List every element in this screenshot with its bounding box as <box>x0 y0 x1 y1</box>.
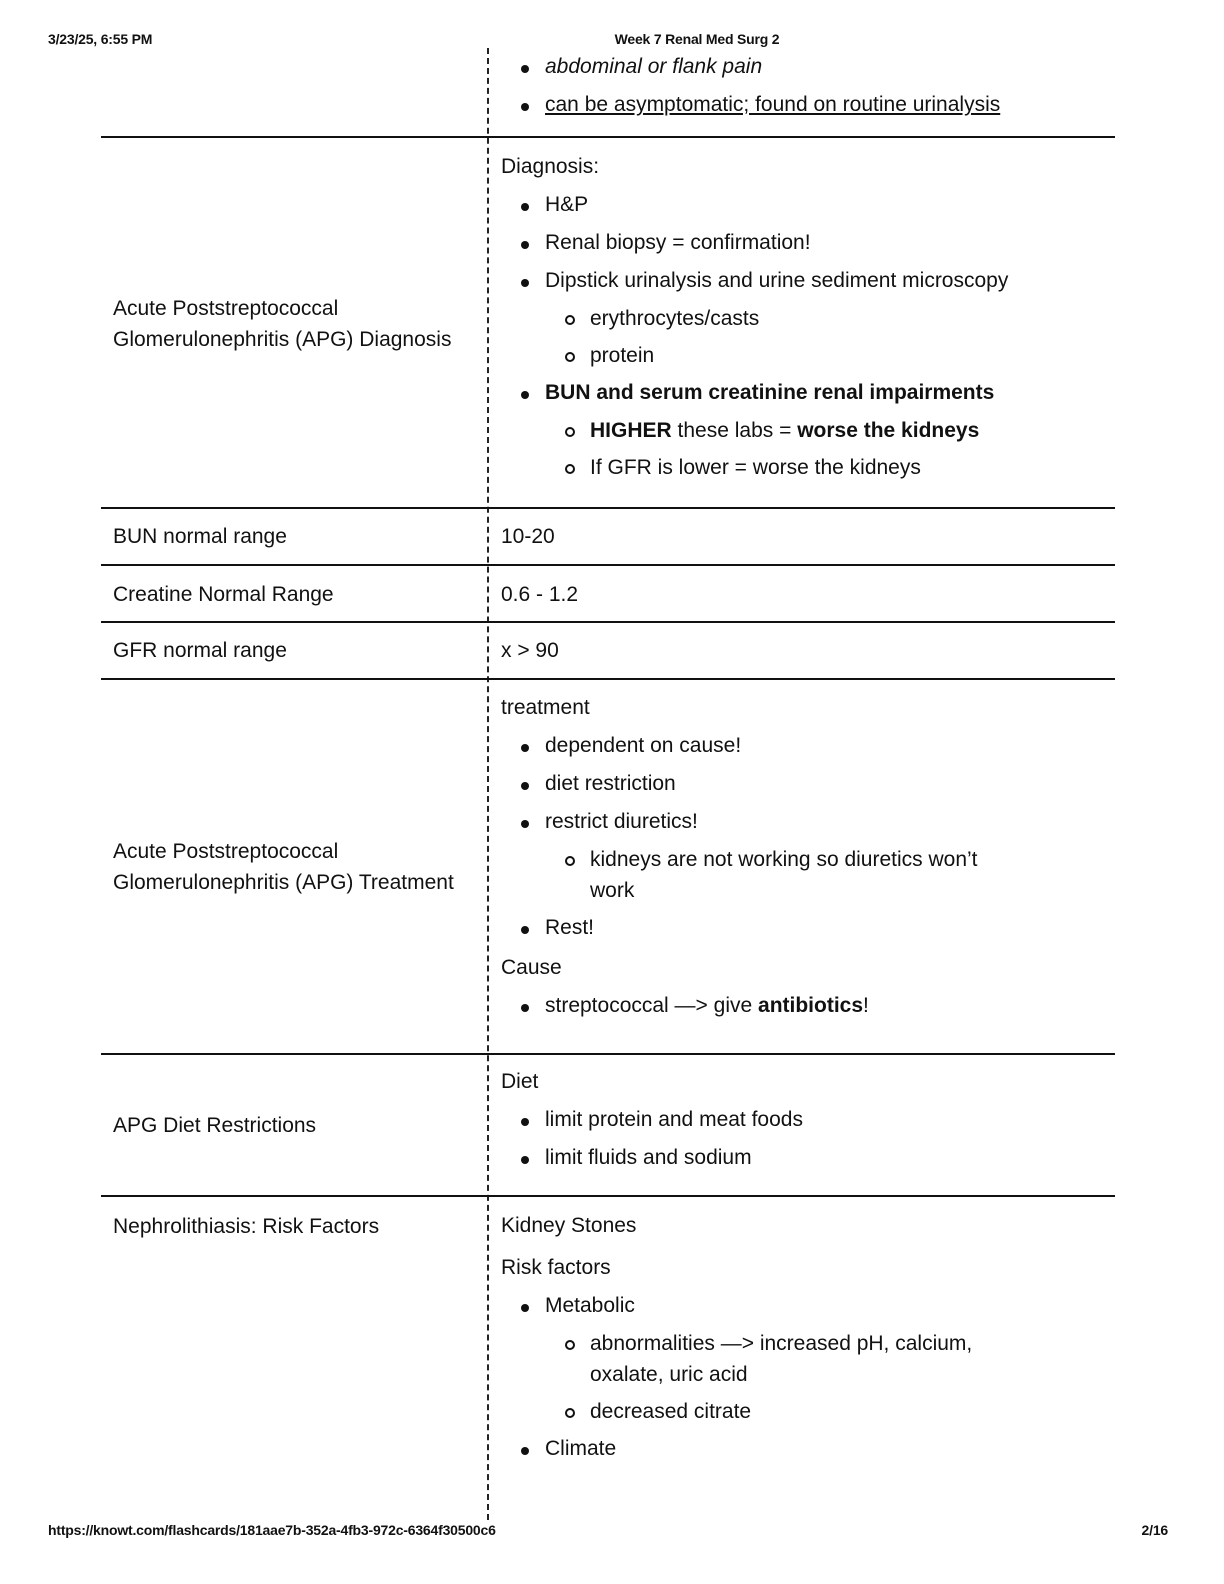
row-divider <box>101 678 1115 680</box>
row-divider <box>101 564 1115 566</box>
card-definition-apg-diagnosis <box>501 152 1101 486</box>
page-number: 2/16 <box>1141 1522 1168 1538</box>
sub-list-item: HIGHER these labs = worse the kidneys <box>545 412 1101 449</box>
card-definition-gfr: x > 90 <box>501 639 559 662</box>
card-term-gfr: GFR normal range <box>113 639 287 662</box>
list-item: can be asymptomatic; found on routine urinalysis <box>501 86 1101 124</box>
sub-list-item: If GFR is lower = worse the kidneys <box>545 449 1101 486</box>
card-definition-apg-treatment <box>501 693 1101 1025</box>
definition-heading: treatment <box>501 696 590 719</box>
card-term-apg-diet: APG Diet Restrictions <box>113 1114 317 1137</box>
definition-subheading: Cause <box>501 956 562 979</box>
row-divider <box>101 1053 1115 1055</box>
card-definition-bun: 10-20 <box>501 525 555 548</box>
card-definition-apg-diet <box>501 1067 1101 1177</box>
row-divider <box>101 507 1115 509</box>
row-divider <box>101 136 1115 138</box>
list-item: dependent on cause! <box>501 727 1101 765</box>
row-divider <box>101 1195 1115 1197</box>
list-item: Renal biopsy = confirmation! <box>501 224 1101 262</box>
list-item: H&P <box>501 186 1101 224</box>
list-item: Dipstick urinalysis and urine sediment microscopy erythrocytes/casts protein <box>501 262 1101 374</box>
definition-heading: Diet <box>501 1070 539 1093</box>
card-continued-definition <box>501 48 1101 124</box>
source-url[interactable]: https://knowt.com/flashcards/181aae7b-352a-4fb3-972c-6364f30500c6 <box>48 1522 496 1538</box>
row-divider <box>101 621 1115 623</box>
column-divider <box>487 48 489 1520</box>
list-item: Rest! <box>501 909 1101 947</box>
card-definition-creatine: 0.6 - 1.2 <box>501 583 579 606</box>
list-item: diet restriction <box>501 765 1101 803</box>
sub-list-item: kidneys are not working so diuretics won’t work <box>545 841 1101 909</box>
card-term-nephrolithiasis: Nephrolithiasis: Risk Factors <box>113 1215 380 1238</box>
list-item: restrict diuretics! kidneys are not working so diuretics won’t work <box>501 803 1101 909</box>
list-item: limit protein and meat foods <box>501 1101 1101 1139</box>
list-item: limit fluids and sodium <box>501 1139 1101 1177</box>
card-term-bun: BUN normal range <box>113 525 287 548</box>
sub-list-item: abnormalities —> increased pH, calcium, oxalate, uric acid <box>545 1325 1101 1393</box>
definition-heading: Kidney Stones <box>501 1214 637 1237</box>
list-item: streptococcal —> give antibiotics! <box>501 987 1101 1025</box>
card-term-apg-treatment: Acute Poststreptococcal Glomerulonephritis (APG) Treatment <box>113 840 454 894</box>
card-term-creatine: Creatine Normal Range <box>113 583 334 606</box>
page-title: Week 7 Renal Med Surg 2 <box>614 31 780 47</box>
definition-heading: Diagnosis: <box>501 155 600 178</box>
list-item: abdominal or flank pain <box>501 48 1101 86</box>
list-item: Metabolic abnormalities —> increased pH, calcium, oxalate, uric acid decreased citrate <box>501 1287 1101 1430</box>
card-term-apg-diagnosis: Acute Poststreptococcal Glomerulonephritis (APG) Diagnosis <box>113 297 452 351</box>
sub-list-item: protein <box>545 337 1101 374</box>
sub-list-item: decreased citrate <box>545 1393 1101 1430</box>
definition-subheading: Risk factors <box>501 1256 611 1279</box>
card-definition-nephrolithiasis <box>501 1211 1101 1468</box>
list-item: BUN and serum creatinine renal impairments HIGHER these labs = worse the kidneys If GFR is lower = worse the kidneys <box>501 374 1101 486</box>
list-item: Climate <box>501 1430 1101 1468</box>
sub-list-item: erythrocytes/casts <box>545 300 1101 337</box>
print-datetime: 3/23/25, 6:55 PM <box>48 31 153 47</box>
